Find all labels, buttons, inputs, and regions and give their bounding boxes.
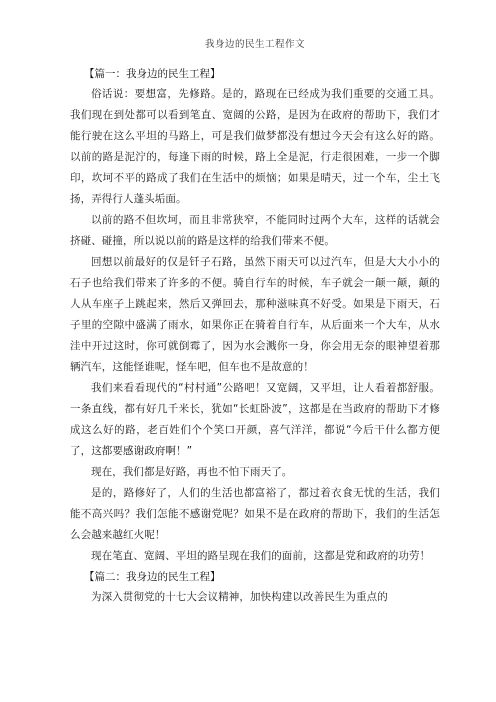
paragraph: 为深入贯彻党的十七大会议精神，加快构建以改善民生为重点的 bbox=[91, 591, 388, 603]
section-heading: 【篇一：我身边的民生工程】 bbox=[84, 68, 221, 80]
section-heading: 【篇二：我身边的民生工程】 bbox=[84, 571, 221, 583]
document-title: 我身边的民生工程作文 bbox=[204, 39, 305, 50]
paragraph: 俗话说：要想富，先修路。是的，路现在已经成为我们重要的交通工具。我们现在到处都可以看到笔直、宽阔的公路，是因为在政府的帮助下，我们才能行驶在这么平坦的马路上，可是我们做梦都没有想过今天会有这么好的路。以前的路是泥泞的，每逢下雨的时候，路上全是泥，行走很困难，一步一个脚印，坎坷不平的路成了我们在生活中的烦恼；如果是晴天，过一个车，尘土飞扬，弄得行人蓬头垢面。 bbox=[70, 88, 440, 205]
paragraph: 回想以前最好的仅是钎子石路，虽然下雨天可以过汽车，但是大大小小的石子也给我们带来了许多的不便。骑自行车的时候，车子就会一颠一颠，颠的人从车座子上跳起来，然后又弹回去，那种滋味真不好受。如果是下雨天，石子里的空隙中盛满了雨水，如果你正在骑着自行车，从后面来一个大车，从水洼中开过这时，你可就倒霉了，因为水会溅你一身，你会用无奈的眼神望着那辆汽车，这能怪谁呢，怪车吧，但车也不是故意的！ bbox=[70, 256, 440, 373]
paragraph: 现在笔直、宽阔、平坦的路呈现在我们的面前，这都是党和政府的功劳！ bbox=[91, 550, 431, 562]
section-1 bbox=[70, 64, 440, 567]
paragraph: 是的，路修好了，人们的生活也都富裕了，都过着衣食无忧的生活，我们能不高兴吗？我们怎能不感谢党呢？如果不是在政府的帮助下，我们的生活怎么会越来越红火呢！ bbox=[70, 487, 440, 541]
section-2 bbox=[70, 567, 440, 608]
paragraph: 以前的路不但坎坷，而且非常狭窄，不能同时过两个大车，这样的话就会挤碰、碰撞，所以说以前的路是这样的给我们带来不便。 bbox=[70, 214, 440, 247]
paragraph: 我们来看看现代的“村村通”公路吧！又宽阔，又平坦，让人看着都舒服。一条直线，都有好几千米长，犹如“长虹卧波”，这都是在当政府的帮助下才修成这么好的路，老百姓们个个笑口开颜，喜气洋洋，都说“今后干什么都方便了，这都要感谢政府啊！” bbox=[70, 382, 440, 457]
paragraph: 现在，我们都是好路，再也不怕下雨天了。 bbox=[91, 466, 293, 478]
